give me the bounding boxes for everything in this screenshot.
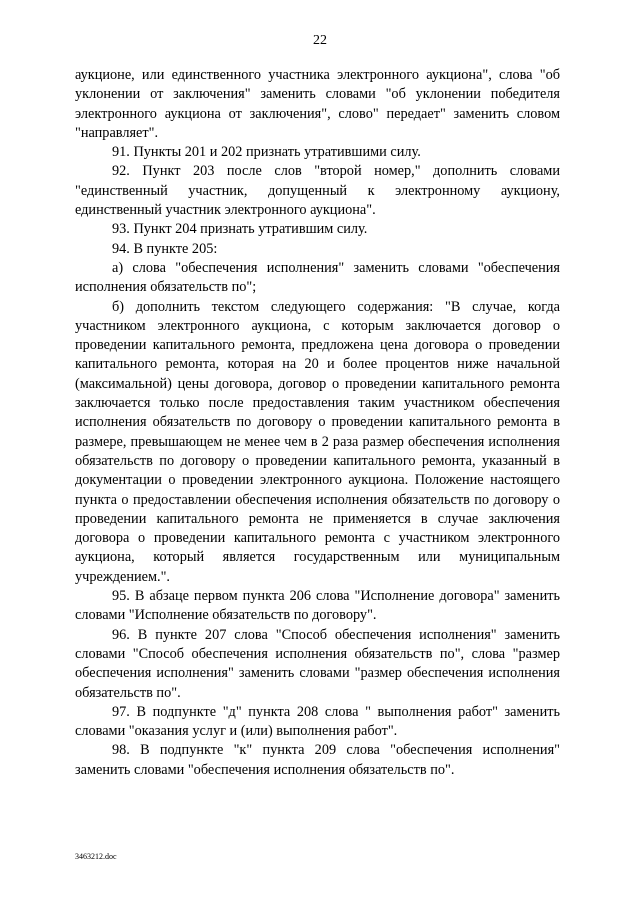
paragraph-item-97: 97. В подпункте "д" пункта 208 слова " выполнения работ" заменить словами "оказания услуг и (или) выполнения работ". — [75, 703, 560, 740]
paragraph-item-94: 94. В пункте 205: — [112, 240, 218, 257]
paragraph-continuation: аукционе, или единственного участника электронного аукциона", слова "об уклонении от заключения" заменить словами "об уклонении победителя электронного аукциона от заключения", слово" передает" заменить словом "направляет". — [75, 67, 560, 141]
footer-doc-id: 3463212.doc — [75, 852, 117, 861]
paragraph-item-94-b: б) дополнить текстом следующего содержания: "В случае, когда участником электронного аукциона, с которым заключается договор о проведении капитального ремонта, предложена цена договора о проведении капитального ремонта, которая на 20 и более процентов ниже начальной (максимальной) цены договора, договор о проведении капитального ремонта заключается только после предоставления таким участником обеспечения исполнения обязательств по договору о проведении капитального ремонта в размере, превышающем не менее чем в 2 раза размер обеспечения исполнения обязательств по договору о проведении капитального ремонта, указанный в документации о проведении электронного аукциона. Положение настоящего пункта о предоставлении обеспечения исполнения обязательств по договору о проведении капитального ремонта не применяется в случае заключения договора о проведении капитального ремонта с участником электронного аукциона, который является государственным или муниципальным учреждением.". — [75, 298, 560, 585]
paragraph-item-98: 98. В подпункте "к" пункта 209 слова "обеспечения исполнения" заменить словами "обеспечения исполнения обязательств по". — [75, 742, 560, 778]
document-body — [75, 66, 560, 780]
page-number: 22 — [313, 33, 327, 48]
paragraph-item-95: 95. В абзаце первом пункта 206 слова "Исполнение договора" заменить словами "Исполнение обязательств по договору". — [75, 588, 560, 624]
paragraph-item-93: 93. Пункт 204 признать утратившим силу. — [112, 221, 368, 238]
paragraph-item-92: 92. Пункт 203 после слов "второй номер," дополнить словами "единственный участник, допущенный к электронному аукциону, единственный участник электронного аукциона". — [75, 163, 560, 219]
paragraph-item-94-a: а) слова "обеспечения исполнения" заменить словами "обеспечения исполнения обязательств по"; — [75, 259, 560, 296]
paragraph-item-96: 96. В пункте 207 слова "Способ обеспечения исполнения" заменить словами "Способ обеспечения исполнения обязательств по", слова "размер обеспечения исполнения" заменить словами "размер обеспечения исполнения обязательств по". — [75, 626, 560, 701]
paragraph-item-91: 91. Пункты 201 и 202 признать утратившими силу. — [112, 144, 421, 161]
